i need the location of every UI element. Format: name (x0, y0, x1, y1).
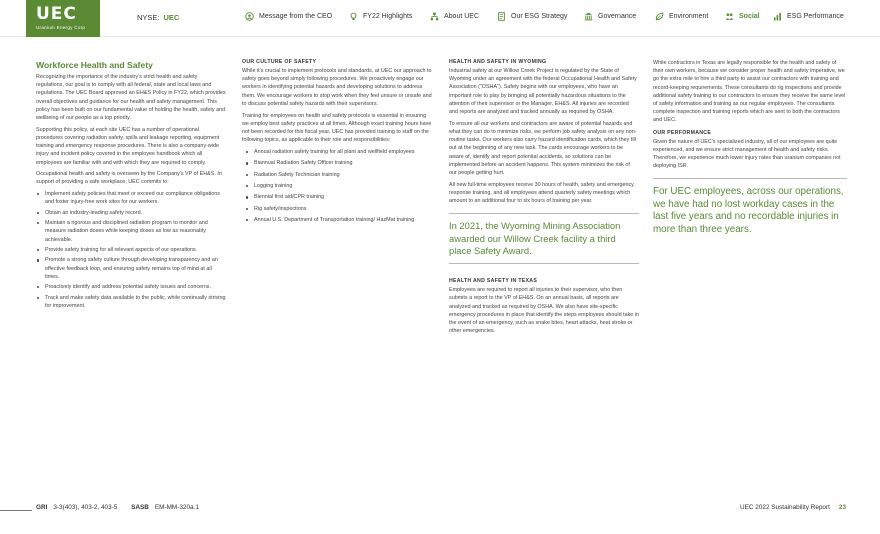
paragraph: Employees are required to report all injuries to their supervisor, who then submits a report to the VP of EH&S. On an annual basis, all reports are analyzed and tracked as required by OSHA. We also have site-specific emergency procedures in place that identify the steps employees should take in the event of an emergency, such as snake bites, heart attacks, heat stroke or other emergencies. (449, 287, 639, 335)
footer-report-info (740, 504, 846, 511)
nav-about-uec[interactable] (430, 12, 479, 21)
logo-subtitle: Uranium Energy Corp (36, 25, 86, 30)
commitments-list (36, 190, 226, 310)
paragraph: Recognizing the importance of the industry's strict health and safety regulations, our goal is to comply with all federal, state and local laws and regulations. The UEC Board approved an EH&S Policy in FY22, which provides overall objectives and guidance for our health and safety management. This policy has been built on our fundamental value of holding the health, safety and wellbeing of our people as a top priority. (36, 74, 226, 122)
list-item: Annual radiation safety training for all plant and wellfield employees (245, 148, 434, 156)
logo-text: UEC (36, 4, 77, 24)
list-item: Rig safety/inspections (245, 205, 434, 213)
nav-label: Our ESG Strategy (511, 13, 568, 20)
report-title: UEC 2022 Sustainability Report (740, 504, 830, 511)
building-icon (584, 12, 593, 21)
gri-label: GRI (36, 504, 48, 511)
section-heading: HEALTH AND SAFETY IN TEXAS (449, 278, 538, 285)
ticker-label: NYSE: (137, 13, 160, 22)
paragraph: Industrial safety at our Willow Creek Project is regulated by the State of Wyoming under an agreement with the federal Occupational Health and Safety Association ("OSHA"). Safety begins with our employees, who have an important role to play by bringing all potentially hazardous situations to the attention of their supervisor or the Manager, EH&S. All injuries are recorded and reports are analyzed and tracked annually as required by OSHA. (449, 68, 637, 116)
footer-references (36, 504, 211, 511)
list-item: Proactively identify and address potential safety issues and concerns. (36, 283, 226, 291)
list-item: Biannual Radiation Safety Officer training (245, 159, 434, 167)
column-workforce-health-safety (36, 59, 226, 313)
nav-label: ESG Performance (787, 13, 844, 20)
sasb-value: EM-MM-320a.1 (154, 504, 199, 511)
training-topics-list (242, 148, 434, 225)
nav-label: Governance (598, 13, 637, 20)
stock-ticker (137, 13, 179, 22)
nav-our-esg-strategy[interactable] (497, 12, 567, 21)
nav-fy22-highlights[interactable] (349, 12, 412, 21)
column-culture-of-safety (242, 59, 434, 228)
list-item: Obtain an industry-leading safety record. (36, 209, 226, 217)
list-item: Implement safety policies that meet or exceed our compliance obligations and foster injury-free work sites for our workers. (36, 190, 226, 206)
list-item: Biennial first aid/CPR training (245, 193, 434, 201)
page-footer (0, 502, 880, 516)
page-number: 23 (838, 504, 846, 511)
lightbulb-icon (349, 12, 358, 21)
paragraph: Occupational health and safety is overseen by the Company's VP of EH&S. In support of providing a safe workplace, UEC commits to: (36, 171, 222, 186)
nav-esg-performance[interactable] (773, 12, 844, 21)
list-item: Track and make safety data available to the public, while continually striving for improvement. (36, 294, 226, 310)
sasb-label: SASB (131, 504, 149, 511)
ticker-value: UEC (163, 13, 180, 22)
list-item: Annual U.S. Department of Transportation training/ HazMat training (245, 216, 434, 224)
nav-label: Message from the CEO (259, 13, 333, 20)
paragraph: Supporting this policy, at each site UEC has a number of operational procedures covering radiation safety, spills and leakage reporting, equipment training and emergency response procedures. There is also a company-wide injury and incident policy covered in the employee handbook which all employees are familiar with and with which they are required to comply. (36, 126, 220, 166)
section-heading: OUR CULTURE OF SAFETY (242, 59, 317, 65)
nav-label: Social (739, 13, 760, 20)
bar-chart-icon (773, 12, 782, 21)
people-icon (725, 12, 734, 21)
top-navigation-bar (0, 0, 880, 37)
section-title: Workforce Health and Safety (36, 60, 153, 70)
ceo-icon (245, 12, 254, 21)
section-heading: HEALTH AND SAFETY IN WYOMING (449, 59, 547, 65)
gri-value: 3-3(403), 403-2, 403-5 (53, 504, 118, 511)
nav-environment[interactable] (655, 12, 708, 21)
column-performance (653, 59, 847, 245)
list-item: Promote a strong safety culture through developing transparency and an effective feedback loop, and ensuring safety remains top of mind at all times. (36, 256, 226, 281)
paragraph: To ensure all our workers and contractors are aware of potential hazards and what they can do to minimize risks, we perform job safety analysis on any non-routine tasks. Our workers also carry hazard identification cards, which they fill out at the beginning of any new task. The cards encourage workers to be aware of, identify and report potential accidents, so solutions can be implemented before an accident happens. This system minimizes the risk of our people getting hurt. (449, 120, 637, 176)
footer-rule (0, 510, 32, 511)
nav-label: About UEC (444, 13, 480, 20)
paragraph: Training for employees on health and safety protocols is essential in ensuring we employ best safety practices at all times. Although exact training hours have not been recorded for this fiscal year, UEC has provided training to staff on the following topics, as applicable to their role and responsibilities: (242, 112, 432, 144)
pull-quote: For UEC employees, across our operations, we have had no lost workday cases in the last five years and no recordable injuries in more than three years. (653, 178, 847, 245)
nav-message-from-ceo[interactable] (245, 12, 332, 21)
pull-quote: In 2021, the Wyoming Mining Association awarded our Willow Creek facility a third place Safety Award. (449, 213, 639, 264)
document-icon (497, 12, 506, 21)
list-item: Maintain a rigorous and disciplined radiation program to monitor and measure radiation doses while keeping doses as low as reasonably achievable. (36, 219, 226, 244)
leaf-icon (655, 12, 664, 21)
paragraph: While it's crucial to implement protocols and standards, at UEC our approach to safety goes beyond simply following procedures. We proactively engage our workers in identifying potential hazards and developing solutions to address them. We encourage workers to stop work when they feel unsure or unsafe and to discuss potential safety hazards with their supervisors. (242, 68, 432, 107)
section-heading: OUR PERFORMANCE (653, 129, 712, 136)
column-health-safety-regions (449, 59, 639, 339)
paragraph: Given the nature of UEC's specialized industry, all of our employees are quite experienced, and we ensure strict management of health and safety risks. Therefore, we experience much lower injury rates than uranium companies not deploying ISR. (653, 138, 841, 170)
nav-label: Environment (669, 13, 709, 20)
org-chart-icon (430, 12, 439, 21)
list-item: Logging training (245, 182, 434, 190)
nav-social[interactable] (725, 12, 760, 21)
list-item: Provide safety training for all relevant aspects of our operations. (36, 246, 226, 254)
paragraph: While contractors in Texas are legally responsible for the health and safety of their own workers, because we consider proper health and safety imperative, we go the extra mile to hire a third party to assist our contractors with training and record-keeping requirements. These consultants do rig inspections and provide additional safety training to our contractors to ensure they receive the same level of safety information and training as our regular employees. The consultants complete inspection and training reports which are sent to both the contractors and UEC. (653, 60, 846, 124)
paragraph: All new full-time employees receive 30 hours of health, safety and emergency response training, and all employees attend quarterly safety meetings which amount to an additional four to six hours of training per year. (449, 181, 634, 205)
uec-logo[interactable] (26, 0, 100, 37)
nav-governance[interactable] (584, 12, 636, 21)
list-item: Radiation Safety Technician training (245, 171, 434, 179)
nav-label: FY22 Highlights (363, 13, 413, 20)
